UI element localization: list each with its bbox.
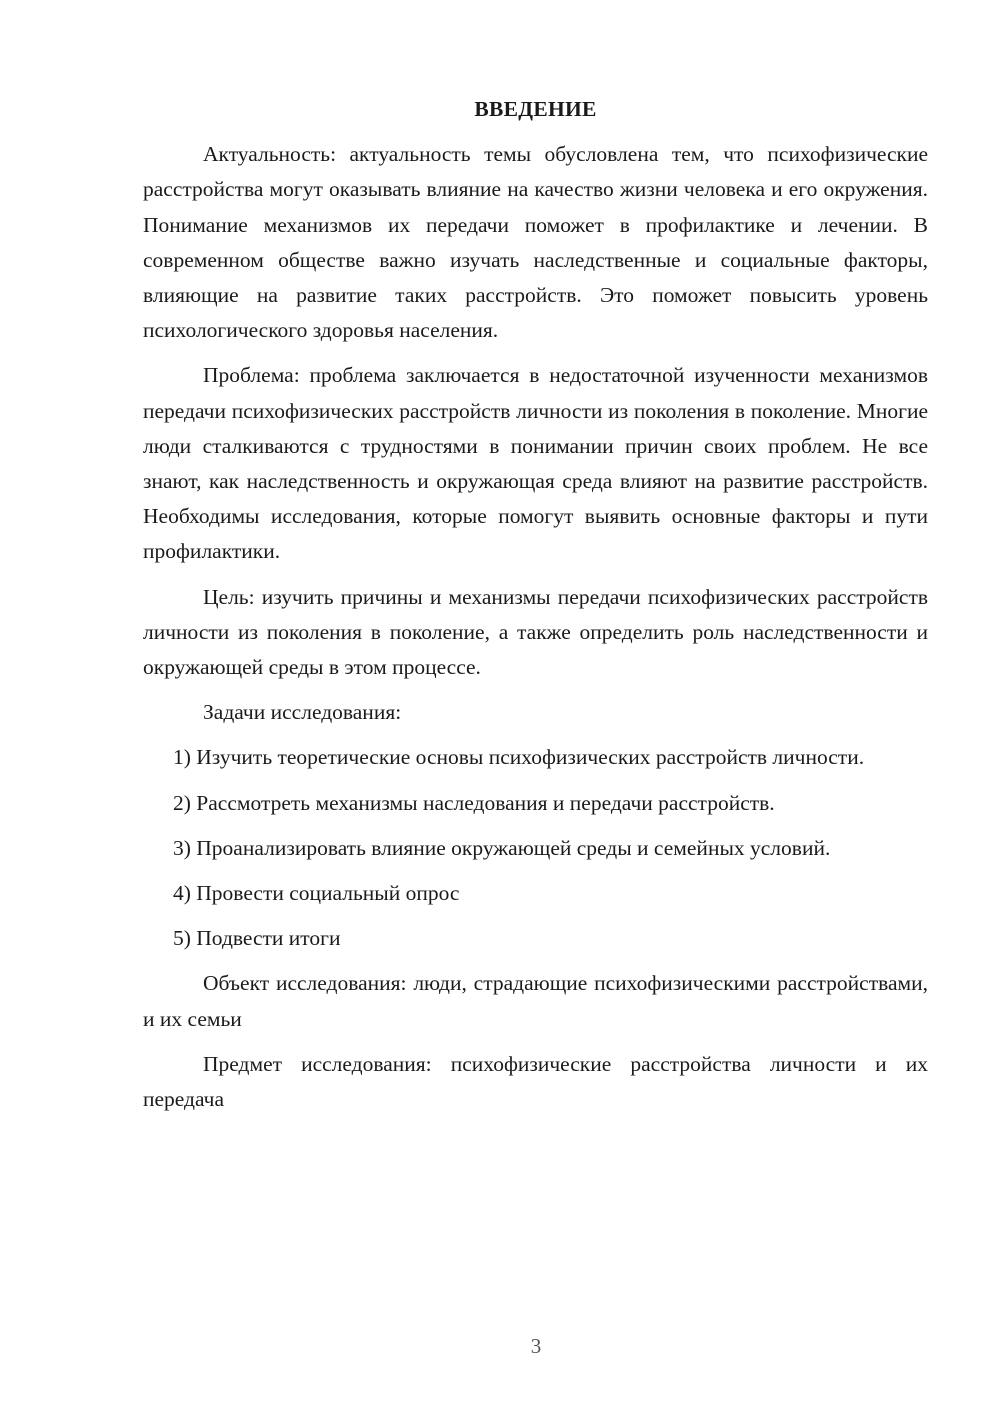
goal-paragraph: Цель: изучить причины и механизмы передачи психофизических расстройств личности из поколения в поколение, а также определить роль наследственности и окружающей среды в этом процессе. [143,584,928,680]
page-number: 3 [530,1334,542,1358]
task-item-3: 3) Проанализировать влияние окружающей среды и семейных условий. [173,835,831,860]
task-item-1: 1) Изучить теоретические основы психофизических расстройств личности. [173,745,865,770]
subject-paragraph: Предмет исследования: психофизические расстройства личности и их передача [143,1051,928,1112]
task-item-5: 5) Подвести итоги [173,926,341,951]
relevance-paragraph: Актуальность: актуальность темы обусловлена тем, что психофизические расстройства могут оказывать влияние на качество жизни человека и его окружения. Понимание механизмов их передачи поможет в профилактике и лечении. В современном обществе важно изучать наследственные и социальные факторы, влияющие на развитие таких расстройств. Это поможет повысить уровень психологического здоровья населения. [143,142,928,343]
task-item-4: 4) Провести социальный опрос [173,881,460,906]
problem-paragraph: Проблема: проблема заключается в недостаточной изученности механизмов передачи психофизических расстройств личности из поколения в поколение. Многие люди сталкиваются с трудностями в понимании причин своих проблем. Не все знают, как наследственность и окружающая среда влияют на развитие расстройств. Необходимы исследования, которые помогут выявить основные факторы и пути профилактики. [143,363,928,564]
section-heading: ВВЕДЕНИЕ [474,97,597,121]
object-paragraph: Объект исследования: люди, страдающие психофизическими расстройствами, и их семьи [143,971,928,1031]
tasks-heading: Задачи исследования: [203,700,402,725]
page-content [143,92,928,1127]
task-item-2: 2) Рассмотреть механизмы наследования и передачи расстройств. [173,790,775,815]
